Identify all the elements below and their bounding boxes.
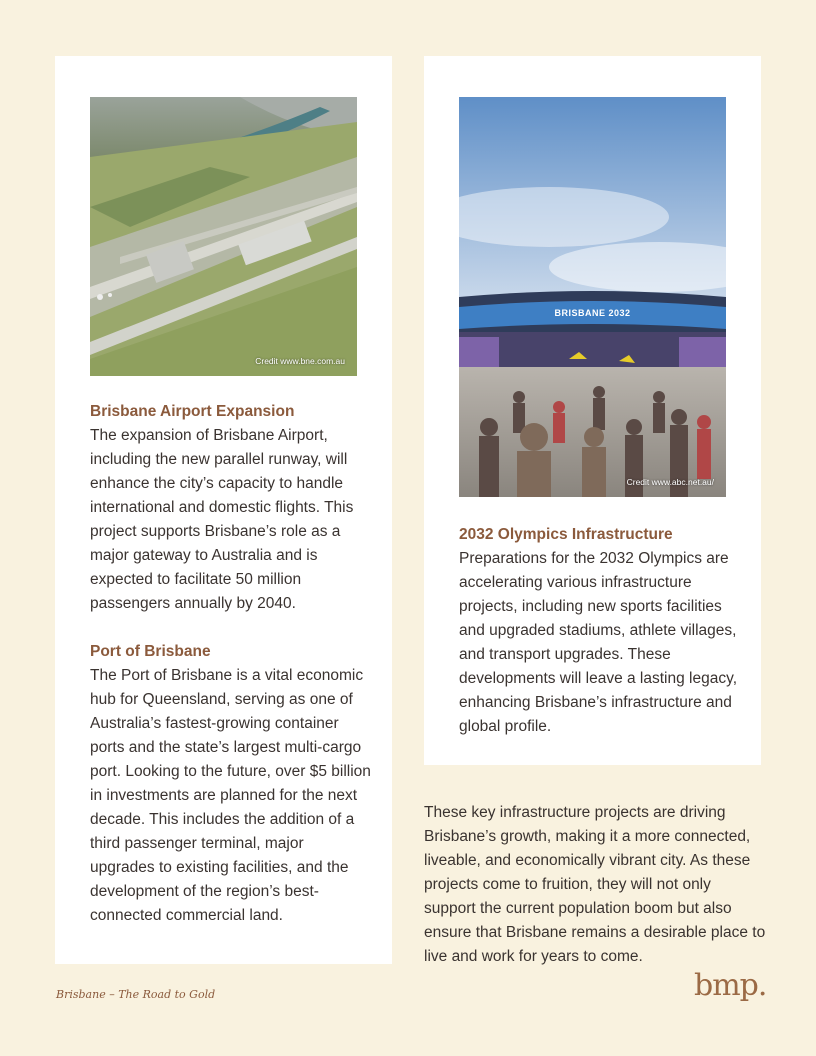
olympics-card — [424, 56, 761, 765]
stadium-sign: BRISBANE 2032 — [554, 308, 631, 318]
airport-aerial-illustration — [90, 97, 357, 376]
olympics-photo-credit: Credit www.abc.net.au/ — [626, 477, 714, 487]
airport-heading: Brisbane Airport Expansion — [90, 403, 295, 420]
airport-port-card — [55, 56, 392, 964]
footer-title: Brisbane – The Road to Gold — [56, 988, 216, 1001]
airport-aerial-image — [90, 97, 357, 376]
bmp-logo: bmp. — [694, 968, 767, 1003]
port-description: The Port of Brisbane is a vital economic hub for Queensland, serving as one of Australia’s fastest-growing container ports and the state’s largest multi-cargo port. Looking to the future, over $5 billion in investments are planned for the next decade. This includes the addition of a third passenger terminal, major upgrades to existing facilities, and the development of the region’s best-connected commercial land. — [90, 667, 371, 924]
port-heading: Port of Brisbane — [90, 643, 211, 660]
airport-description: The expansion of Brisbane Airport, including the new parallel runway, will enhance the city’s capacity to handle international and domestic flights. This project supports Brisbane’s role as a major gateway to Australia and is expected to facilitate 50 million passengers annually by 2040. — [90, 427, 354, 612]
olympics-stadium-image — [459, 97, 726, 497]
summary-paragraph: These key infrastructure projects are driving Brisbane’s growth, making it a more connected, liveable, and economically vibrant city. As these projects come to fruition, they will not only support the current population boom but also ensure that Brisbane remains a desirable place to live and work for years to come. — [424, 804, 766, 965]
olympics-description: Preparations for the 2032 Olympics are accelerating various infrastructure projects, including new sports facilities and upgraded stadiums, athlete villages, and transport upgrades. These developments will leave a lasting legacy, enhancing Brisbane’s infrastructure and global profile. — [459, 550, 738, 735]
olympics-heading: 2032 Olympics Infrastructure — [459, 526, 673, 543]
olympics-stadium-illustration — [459, 97, 726, 497]
airport-photo-credit: Credit www.bne.com.au — [255, 356, 345, 366]
